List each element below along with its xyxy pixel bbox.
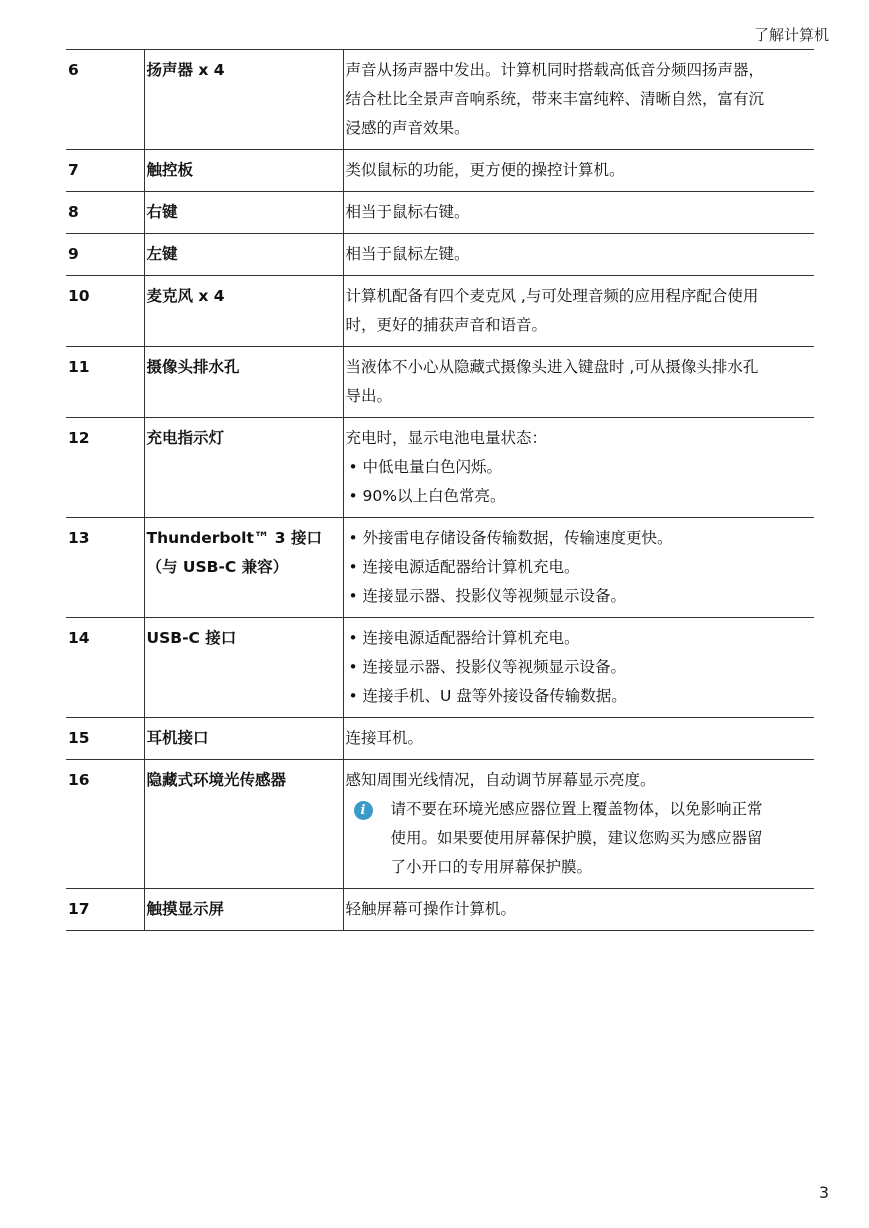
component-name: 隐藏式环境光传感器 — [144, 760, 343, 889]
note-line: 请不要在环境光感应器位置上覆盖物体，以免影响正常 — [390, 800, 763, 818]
table-row — [66, 418, 814, 518]
bullet-item — [346, 624, 813, 653]
component-description — [343, 276, 814, 347]
component-name: 摄像头排水孔 — [144, 347, 343, 418]
row-number: 7 — [68, 161, 79, 179]
component-name: 扬声器 x 4 — [144, 50, 343, 150]
row-number: 10 — [68, 287, 90, 305]
table-row — [66, 889, 814, 931]
bullet-text: 外接雷电存储设备传输数据，传输速度更快。 — [362, 529, 673, 547]
component-name: 充电指示灯 — [144, 418, 343, 518]
row-number: 9 — [68, 245, 79, 263]
description-line: 浸感的声音效果。 — [345, 119, 470, 137]
component-description — [343, 347, 814, 418]
row-number: 6 — [68, 61, 79, 79]
component-description — [343, 518, 814, 618]
bullet-dot: • — [348, 687, 358, 705]
table-row — [66, 234, 814, 276]
table-row — [66, 347, 814, 418]
row-number: 15 — [68, 729, 90, 747]
description-line: 结合杜比全景声音响系统，带来丰富纯粹、清晰自然，富有沉 — [345, 90, 765, 108]
component-name: 右键 — [144, 192, 343, 234]
description-line: 时，更好的捕获声音和语音。 — [345, 316, 548, 334]
bullet-text: 90%以上白色常亮。 — [362, 487, 506, 505]
bullet-text: 连接显示器、投影仪等视频显示设备。 — [362, 587, 627, 605]
row-number: 17 — [68, 900, 90, 918]
description-line: 声音从扬声器中发出。计算机同时搭载高低音分频四扬声器， — [345, 61, 765, 79]
component-description — [343, 234, 814, 276]
bullet-item — [346, 524, 813, 553]
component-name: 左键 — [144, 234, 343, 276]
component-name-line: Thunderbolt™ 3 接口 — [146, 529, 322, 547]
row-number: 12 — [68, 429, 90, 447]
table-row — [66, 150, 814, 192]
note-line: 了小开口的专用屏幕保护膜。 — [390, 858, 593, 876]
bullet-text: 连接手机、U 盘等外接设备传输数据。 — [362, 687, 627, 705]
row-number: 11 — [68, 358, 90, 376]
table-row — [66, 50, 814, 150]
info-note — [346, 795, 813, 882]
component-name: USB-C 接口 — [144, 618, 343, 718]
bullet-item — [346, 553, 813, 582]
component-name: 触控板 — [144, 150, 343, 192]
table-row — [66, 760, 814, 889]
section-header: 了解计算机 — [753, 26, 829, 44]
bullet-item — [346, 482, 813, 511]
bullet-dot: • — [348, 587, 358, 605]
description-line: 当液体不小心从隐藏式摄像头进入键盘时 ,可从摄像头排水孔 — [345, 358, 759, 376]
table-row — [66, 518, 814, 618]
description-line: 轻触屏幕可操作计算机。 — [345, 900, 517, 918]
table-row — [66, 618, 814, 718]
component-name: 耳机接口 — [144, 718, 343, 760]
component-description — [343, 192, 814, 234]
component-name: 麦克风 x 4 — [144, 276, 343, 347]
description-line: 相当于鼠标右键。 — [345, 203, 470, 221]
bullet-text: 连接电源适配器给计算机充电。 — [362, 629, 580, 647]
row-number: 8 — [68, 203, 79, 221]
component-description — [343, 150, 814, 192]
bullet-dot: • — [348, 487, 358, 505]
component-description — [343, 889, 814, 931]
component-name: 触摸显示屏 — [144, 889, 343, 931]
component-description — [343, 618, 814, 718]
bullet-dot: • — [348, 529, 358, 547]
bullet-text: 中低电量白色闪烁。 — [362, 458, 503, 476]
bullet-text: 连接显示器、投影仪等视频显示设备。 — [362, 658, 627, 676]
row-number: 13 — [68, 529, 90, 547]
bullet-dot: • — [348, 458, 358, 476]
description-line: 感知周围光线情况，自动调节屏幕显示亮度。 — [345, 771, 656, 789]
table-row — [66, 718, 814, 760]
bullet-dot: • — [348, 658, 358, 676]
bullet-dot: • — [348, 629, 358, 647]
note-text — [391, 795, 813, 882]
component-name-line: （与 USB-C 兼容） — [146, 558, 289, 576]
note-line: 使用。如果要使用屏幕保护膜，建议您购买为感应器留 — [390, 829, 763, 847]
row-number: 16 — [68, 771, 90, 789]
table-row — [66, 276, 814, 347]
bullet-item — [346, 682, 813, 711]
component-table — [66, 49, 814, 931]
description-line: 类似鼠标的功能，更方便的操控计算机。 — [345, 161, 625, 179]
description-line: 导出。 — [345, 387, 393, 405]
row-number: 14 — [68, 629, 90, 647]
bullet-text: 连接电源适配器给计算机充电。 — [362, 558, 580, 576]
component-description — [343, 718, 814, 760]
component-name — [144, 518, 343, 618]
bullet-item — [346, 653, 813, 682]
component-description — [343, 760, 814, 889]
description-line: 相当于鼠标左键。 — [345, 245, 470, 263]
description-line: 充电时，显示电池电量状态： — [345, 429, 548, 447]
bullet-item — [346, 453, 813, 482]
bullet-item — [346, 582, 813, 611]
component-description — [343, 50, 814, 150]
description-line: 连接耳机。 — [345, 729, 424, 747]
bullet-dot: • — [348, 558, 358, 576]
table-row — [66, 192, 814, 234]
component-description — [343, 418, 814, 518]
info-icon: i — [354, 801, 373, 820]
description-line: 计算机配备有四个麦克风 ,与可处理音频的应用程序配合使用 — [345, 287, 759, 305]
page-number: 3 — [818, 1183, 829, 1202]
